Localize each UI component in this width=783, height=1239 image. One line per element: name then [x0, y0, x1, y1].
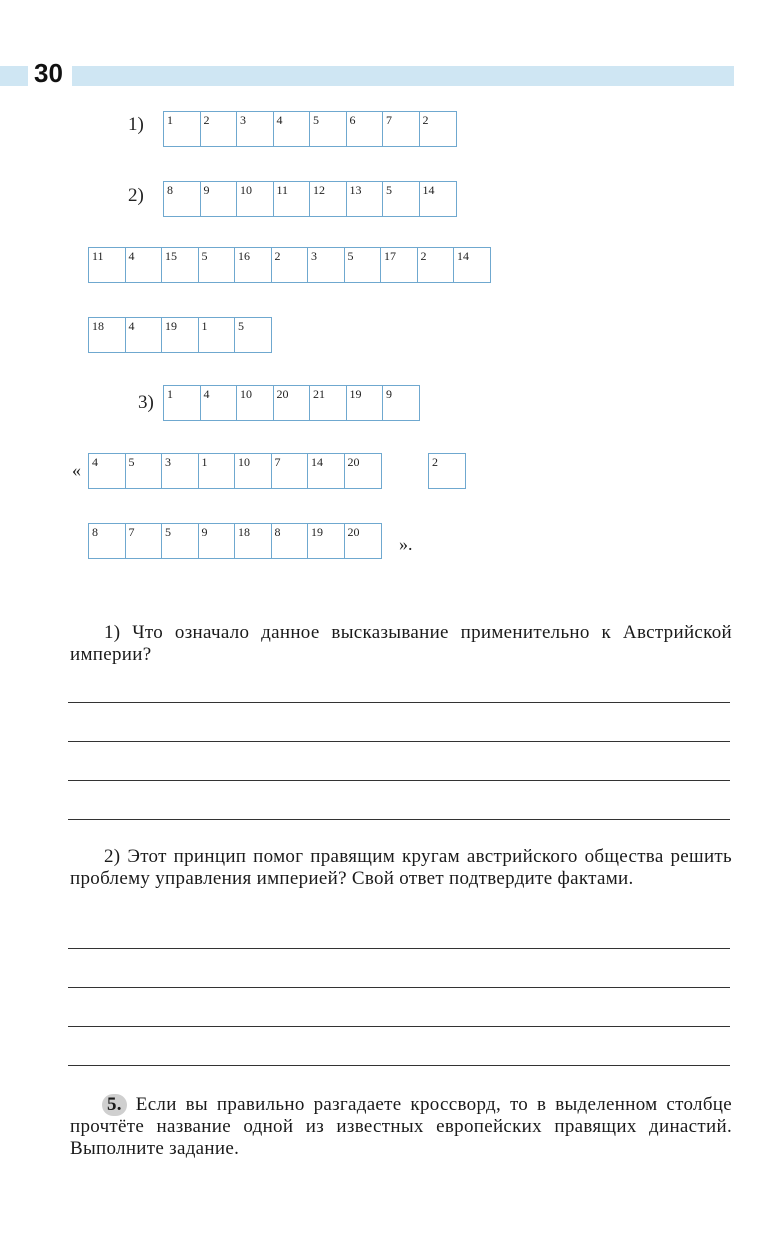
answer-line[interactable] — [68, 741, 730, 742]
crossword-row-7 — [88, 523, 382, 559]
crossword-row-5 — [163, 385, 420, 421]
crossword-cell[interactable]: 13 — [346, 181, 384, 217]
crossword-cell[interactable]: 17 — [380, 247, 418, 283]
crossword-cell[interactable]: 7 — [271, 453, 309, 489]
answer-line[interactable] — [68, 1065, 730, 1066]
crossword-cell[interactable]: 19 — [307, 523, 345, 559]
answer-line[interactable] — [68, 819, 730, 820]
crossword-cell[interactable]: 3 — [236, 111, 274, 147]
crossword-cell[interactable]: 1 — [198, 453, 236, 489]
question-1-text: 1) Что означало данное высказывание применительно к Австрийской империи? — [70, 622, 732, 665]
crossword-cell[interactable]: 11 — [88, 247, 126, 283]
close-quote: ». — [399, 534, 413, 554]
header-band — [72, 66, 734, 86]
crossword-cell[interactable]: 2 — [419, 111, 457, 147]
crossword-cell[interactable]: 16 — [234, 247, 272, 283]
crossword-cell[interactable]: 8 — [163, 181, 201, 217]
crossword-cell[interactable]: 5 — [125, 453, 163, 489]
crossword-cell[interactable]: 5 — [161, 523, 199, 559]
crossword-cell[interactable]: 10 — [236, 385, 274, 421]
crossword-cell[interactable]: 20 — [273, 385, 311, 421]
crossword-cell[interactable]: 10 — [234, 453, 272, 489]
crossword-cell[interactable]: 1 — [198, 317, 236, 353]
crossword-cell[interactable]: 9 — [200, 181, 238, 217]
crossword-cell[interactable]: 2 — [200, 111, 238, 147]
crossword-row-6 — [88, 453, 382, 489]
crossword-cell[interactable]: 20 — [344, 523, 382, 559]
crossword-cell[interactable]: 3 — [161, 453, 199, 489]
answer-line[interactable] — [68, 780, 730, 781]
open-quote: « — [72, 460, 81, 480]
crossword-cell[interactable]: 18 — [234, 523, 272, 559]
crossword-cell[interactable]: 2 — [417, 247, 455, 283]
crossword-cell[interactable]: 3 — [307, 247, 345, 283]
crossword-cell[interactable]: 9 — [382, 385, 420, 421]
row-label-2: 2) — [128, 185, 144, 206]
crossword-cell[interactable]: 7 — [125, 523, 163, 559]
crossword-cell[interactable]: 15 — [161, 247, 199, 283]
answer-line[interactable] — [68, 987, 730, 988]
question-1 — [70, 622, 732, 666]
crossword-cell[interactable]: 18 — [88, 317, 126, 353]
crossword-cell[interactable]: 21 — [309, 385, 347, 421]
crossword-cell[interactable]: 5 — [234, 317, 272, 353]
crossword-cell[interactable]: 4 — [200, 385, 238, 421]
question-2-text: 2) Этот принцип помог правящим кругам австрийского общества решить проблему управления империей? Свой ответ подтвердите фактами. — [70, 846, 732, 889]
crossword-cell[interactable]: 4 — [88, 453, 126, 489]
crossword-cell[interactable]: 14 — [453, 247, 491, 283]
crossword-row-4 — [88, 317, 272, 353]
crossword-cell[interactable]: 1 — [163, 111, 201, 147]
crossword-cell[interactable]: 5 — [344, 247, 382, 283]
crossword-cell[interactable]: 10 — [236, 181, 274, 217]
crossword-cell[interactable]: 4 — [125, 317, 163, 353]
crossword-cell[interactable]: 5 — [309, 111, 347, 147]
crossword-row-1 — [163, 111, 457, 147]
crossword-row-6-extra — [428, 453, 466, 489]
crossword-cell[interactable]: 11 — [273, 181, 311, 217]
crossword-cell[interactable]: 14 — [307, 453, 345, 489]
crossword-cell[interactable]: 7 — [382, 111, 420, 147]
row-label-1: 1) — [128, 114, 144, 135]
task-number-badge: 5. — [102, 1094, 127, 1116]
crossword-row-3 — [88, 247, 491, 283]
answer-line[interactable] — [68, 948, 730, 949]
crossword-cell[interactable]: 12 — [309, 181, 347, 217]
crossword-cell[interactable]: 4 — [273, 111, 311, 147]
page-number: 30 — [34, 58, 63, 88]
crossword-cell[interactable]: 8 — [271, 523, 309, 559]
crossword-cell[interactable]: 2 — [271, 247, 309, 283]
header-band-left — [0, 66, 28, 86]
crossword-cell[interactable]: 20 — [344, 453, 382, 489]
crossword-cell[interactable]: 19 — [161, 317, 199, 353]
crossword-cell[interactable]: 5 — [198, 247, 236, 283]
answer-line[interactable] — [68, 1026, 730, 1027]
crossword-cell[interactable]: 4 — [125, 247, 163, 283]
crossword-cell[interactable]: 2 — [428, 453, 466, 489]
row-label-3: 3) — [138, 392, 154, 413]
crossword-cell[interactable]: 6 — [346, 111, 384, 147]
question-2 — [70, 846, 732, 890]
task-5-text: Если вы правильно разгадаете кроссворд, то в выделенном столбце прочтёте название одной из известных европейских правящих династий. Выполните задание. — [70, 1094, 732, 1159]
task-5 — [70, 1094, 732, 1160]
crossword-cell[interactable]: 1 — [163, 385, 201, 421]
crossword-cell[interactable]: 19 — [346, 385, 384, 421]
crossword-cell[interactable]: 14 — [419, 181, 457, 217]
answer-line[interactable] — [68, 702, 730, 703]
crossword-cell[interactable]: 5 — [382, 181, 420, 217]
crossword-cell[interactable]: 8 — [88, 523, 126, 559]
crossword-row-2 — [163, 181, 457, 217]
crossword-cell[interactable]: 9 — [198, 523, 236, 559]
